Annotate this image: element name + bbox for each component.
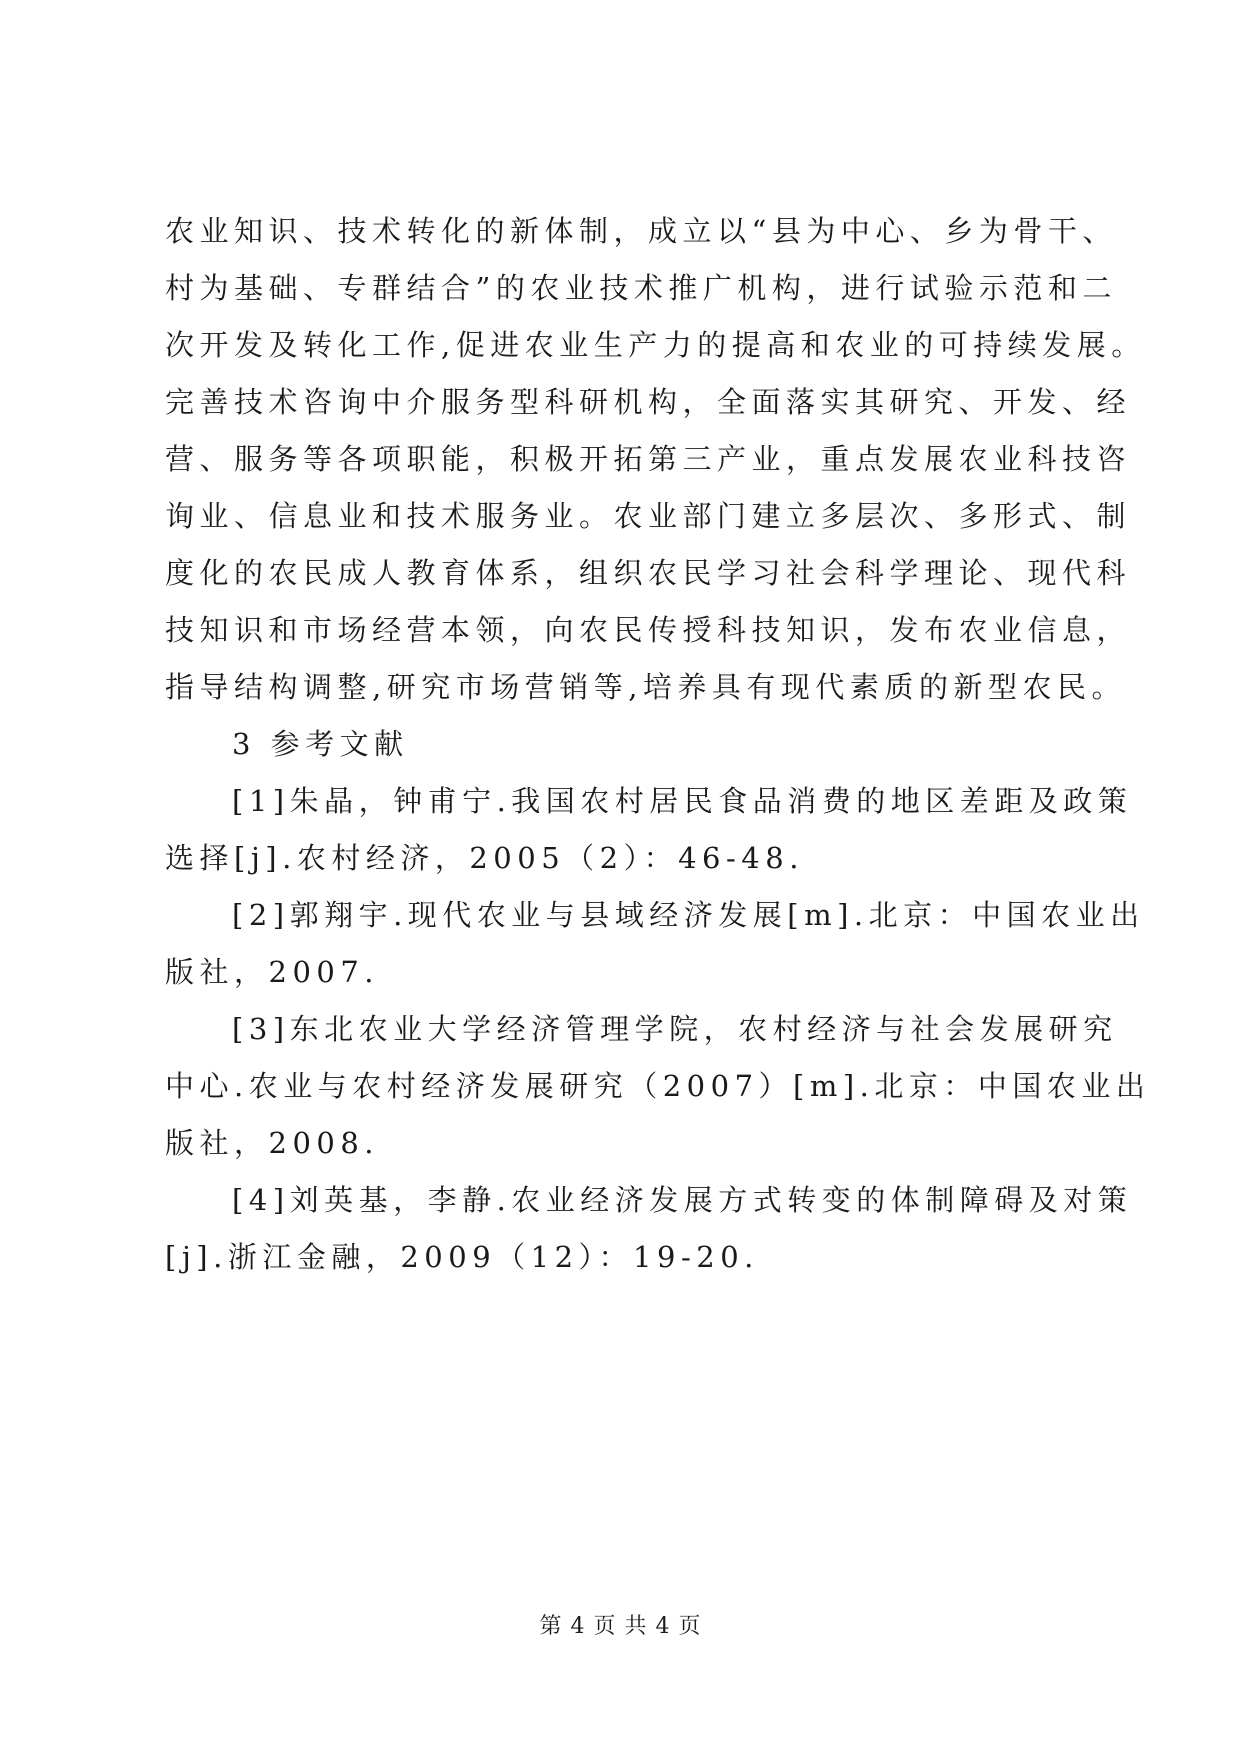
reference-1-line-2: 选择[j].农村经济，2005（2）：46-48. [165, 841, 804, 875]
body-line: 询业、信息业和技术服务业。农业部门建立多层次、多形式、制 [165, 499, 1132, 533]
reference-4-line-1: [4]刘英基，李静.农业经济发展方式转变的体制障碍及对策 [232, 1183, 1133, 1217]
reference-4-line-2: [j].浙江金融，2009（12）：19-20. [165, 1240, 759, 1274]
body-line: 营、服务等各项职能，积极开拓第三产业，重点发展农业科技咨 [165, 442, 1132, 476]
body-line: 次开发及转化工作,促进农业生产力的提高和农业的可持续发展。 [165, 328, 1146, 362]
section-heading: 3 参考文献 [232, 727, 409, 761]
reference-3-line-2: 中心.农业与农村经济发展研究（2007）[m].北京：中国农业出 [165, 1069, 1151, 1103]
body-line: 指导结构调整,研究市场营销等,培养具有现代素质的新型农民。 [165, 670, 1126, 704]
reference-1-line-1: [1]朱晶，钟甫宁.我国农村居民食品消费的地区差距及政策 [232, 784, 1133, 818]
body-line: 农业知识、技术转化的新体制，成立以“县为中心、乡为骨干、 [165, 214, 1117, 248]
reference-2-line-2: 版社，2007. [165, 955, 380, 989]
body-line: 村为基础、专群结合”的农业技术推广机构，进行试验示范和二 [165, 271, 1117, 305]
reference-3-line-3: 版社，2008. [165, 1126, 380, 1160]
body-line: 完善技术咨询中介服务型科研机构，全面落实其研究、开发、经 [165, 385, 1132, 419]
reference-3-line-1: [3]东北农业大学经济管理学院，农村经济与社会发展研究 [232, 1012, 1118, 1046]
reference-2-line-1: [2]郭翔宇.现代农业与县域经济发展[m].北京：中国农业出 [232, 898, 1145, 932]
page-footer: 第 4 页 共 4 页 [539, 1614, 702, 1639]
body-line: 度化的农民成人教育体系，组织农民学习社会科学理论、现代科 [165, 556, 1132, 590]
body-line: 技知识和市场经营本领，向农民传授科技知识，发布农业信息， [165, 613, 1132, 647]
